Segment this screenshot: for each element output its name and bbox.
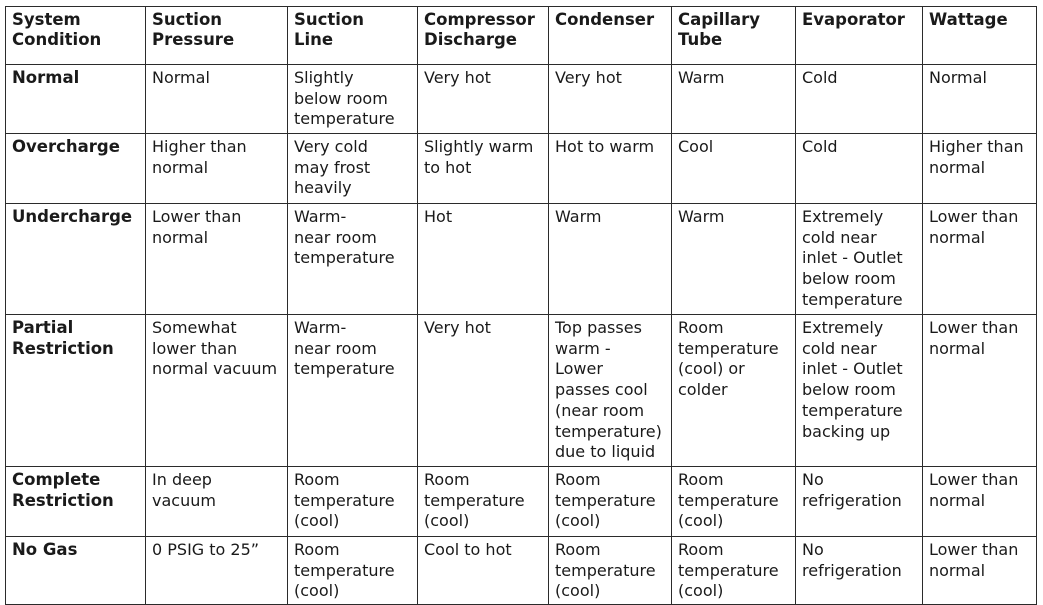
header-suction-pressure: Suction Pressure bbox=[146, 7, 288, 65]
table-row bbox=[6, 467, 1037, 537]
table-row bbox=[6, 537, 1037, 605]
cell-capillary-tube: Warm bbox=[672, 65, 796, 134]
cell-condition: Partial Restriction bbox=[6, 315, 146, 467]
cell-capillary-tube: Warm bbox=[672, 204, 796, 315]
header-compressor-discharge: Compressor Discharge bbox=[418, 7, 549, 65]
cell-evaporator: Cold bbox=[796, 134, 923, 204]
cell-condition: Overcharge bbox=[6, 134, 146, 204]
cell-suction-pressure: Somewhat lower than normal vacuum bbox=[146, 315, 288, 467]
cell-compressor-discharge: Hot bbox=[418, 204, 549, 315]
cell-suction-line: Room temperature (cool) bbox=[288, 467, 418, 537]
cell-suction-pressure: Higher than normal bbox=[146, 134, 288, 204]
header-capillary-tube: Capillary Tube bbox=[672, 7, 796, 65]
cell-compressor-discharge: Slightly warm to hot bbox=[418, 134, 549, 204]
cell-capillary-tube: Room temperature (cool) bbox=[672, 467, 796, 537]
cell-evaporator: Cold bbox=[796, 65, 923, 134]
cell-evaporator: No refrigeration bbox=[796, 537, 923, 605]
table-row bbox=[6, 204, 1037, 315]
cell-evaporator: Extremely cold near inlet - Outlet below room temperature bbox=[796, 204, 923, 315]
header-system-condition: System Condition bbox=[6, 7, 146, 65]
cell-evaporator: Extremely cold near inlet - Outlet below room temperature backing up bbox=[796, 315, 923, 467]
cell-suction-pressure: 0 PSIG to 25” bbox=[146, 537, 288, 605]
cell-compressor-discharge: Very hot bbox=[418, 65, 549, 134]
cell-compressor-discharge: Room temperature (cool) bbox=[418, 467, 549, 537]
cell-wattage: Lower than normal bbox=[923, 537, 1037, 605]
cell-suction-pressure: Normal bbox=[146, 65, 288, 134]
header-evaporator: Evaporator bbox=[796, 7, 923, 65]
cell-compressor-discharge: Cool to hot bbox=[418, 537, 549, 605]
troubleshooting-table bbox=[5, 6, 1037, 605]
cell-wattage: Higher than normal bbox=[923, 134, 1037, 204]
cell-condenser: Room temperature (cool) bbox=[549, 537, 672, 605]
cell-wattage: Normal bbox=[923, 65, 1037, 134]
cell-suction-line: Slightly below room temperature bbox=[288, 65, 418, 134]
cell-condition: Complete Restriction bbox=[6, 467, 146, 537]
cell-condition: Normal bbox=[6, 65, 146, 134]
header-suction-line: Suction Line bbox=[288, 7, 418, 65]
cell-suction-line: Room temperature (cool) bbox=[288, 537, 418, 605]
header-wattage: Wattage bbox=[923, 7, 1037, 65]
cell-wattage: Lower than normal bbox=[923, 467, 1037, 537]
cell-evaporator: No refrigeration bbox=[796, 467, 923, 537]
cell-suction-line: Very cold may frost heavily bbox=[288, 134, 418, 204]
cell-suction-pressure: In deep vacuum bbox=[146, 467, 288, 537]
cell-condenser: Very hot bbox=[549, 65, 672, 134]
cell-capillary-tube: Room temperature (cool) bbox=[672, 537, 796, 605]
cell-suction-line: Warm- near room temperature bbox=[288, 204, 418, 315]
cell-wattage: Lower than normal bbox=[923, 204, 1037, 315]
cell-capillary-tube: Cool bbox=[672, 134, 796, 204]
header-condenser: Condenser bbox=[549, 7, 672, 65]
cell-compressor-discharge: Very hot bbox=[418, 315, 549, 467]
table-row bbox=[6, 134, 1037, 204]
cell-condenser: Warm bbox=[549, 204, 672, 315]
cell-wattage: Lower than normal bbox=[923, 315, 1037, 467]
cell-capillary-tube: Room temperature (cool) or colder bbox=[672, 315, 796, 467]
cell-condenser: Room temperature (cool) bbox=[549, 467, 672, 537]
cell-condenser: Top passes warm - Lower passes cool (near room temperature) due to liquid bbox=[549, 315, 672, 467]
cell-suction-pressure: Lower than normal bbox=[146, 204, 288, 315]
cell-suction-line: Warm- near room temperature bbox=[288, 315, 418, 467]
cell-condition: Undercharge bbox=[6, 204, 146, 315]
cell-condenser: Hot to warm bbox=[549, 134, 672, 204]
header-row bbox=[6, 7, 1037, 65]
table-row bbox=[6, 315, 1037, 467]
table-row bbox=[6, 65, 1037, 134]
cell-condition: No Gas bbox=[6, 537, 146, 605]
